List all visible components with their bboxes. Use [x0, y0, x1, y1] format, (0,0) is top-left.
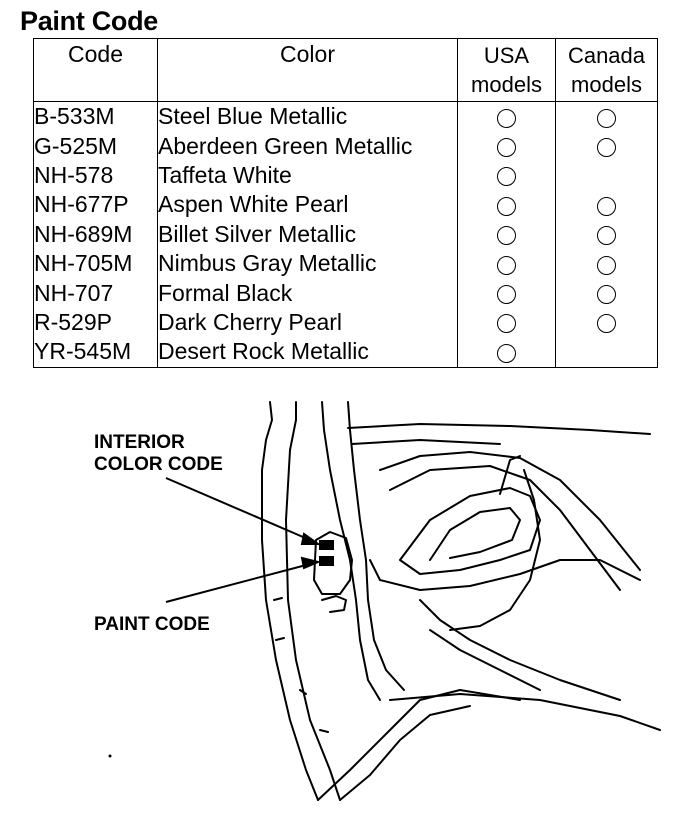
paint-code-cell: NH-689M: [34, 220, 158, 249]
color-name-cell: Dark Cherry Pearl: [158, 308, 458, 337]
color-name-cell: Billet Silver Metallic: [158, 220, 458, 249]
header-canada-line1: Canada: [567, 43, 646, 68]
header-usa-line2: models: [471, 72, 542, 97]
header-canada-line2: models: [571, 72, 642, 97]
door-trim: [380, 452, 640, 570]
interior-color-code-label: [94, 432, 223, 476]
paint-code-cell: NH-705M: [34, 249, 158, 278]
color-name-cell: Steel Blue Metallic: [158, 102, 458, 132]
color-name-cell: Aspen White Pearl: [158, 190, 458, 219]
interior-color-code-label-sticker: [319, 540, 334, 550]
paint-code-cell: NH-707: [34, 278, 158, 307]
color-name-cell: Nimbus Gray Metallic: [158, 249, 458, 278]
color-name-cell: Taffeta White: [158, 161, 458, 190]
paint-code-cell: NH-578: [34, 161, 158, 190]
color-name-cell: Desert Rock Metallic: [158, 337, 458, 367]
paint-code-label-sticker: [319, 556, 334, 566]
interior-label-line1: INTERIOR: [94, 432, 185, 453]
paint-code-cell: YR-545M: [34, 337, 158, 367]
interior-label-line2: COLOR CODE: [94, 454, 223, 475]
paint-code-cell: G-525M: [34, 131, 158, 160]
paint-code-cell: NH-677P: [34, 190, 158, 219]
door-armrest: [400, 488, 540, 574]
header-usa-line1: USA: [483, 43, 530, 68]
color-name-cell: Aberdeen Green Metallic: [158, 131, 458, 160]
header-color: Color: [158, 39, 458, 102]
header-code: Code: [34, 39, 158, 102]
color-name-cell: Formal Black: [158, 278, 458, 307]
paint-code-label: PAINT CODE: [94, 614, 210, 635]
paint-code-cell: B-533M: [34, 102, 158, 132]
paint-code-cell: R-529P: [34, 308, 158, 337]
door-sill: [318, 690, 520, 800]
page-title: Paint Code: [20, 6, 159, 36]
